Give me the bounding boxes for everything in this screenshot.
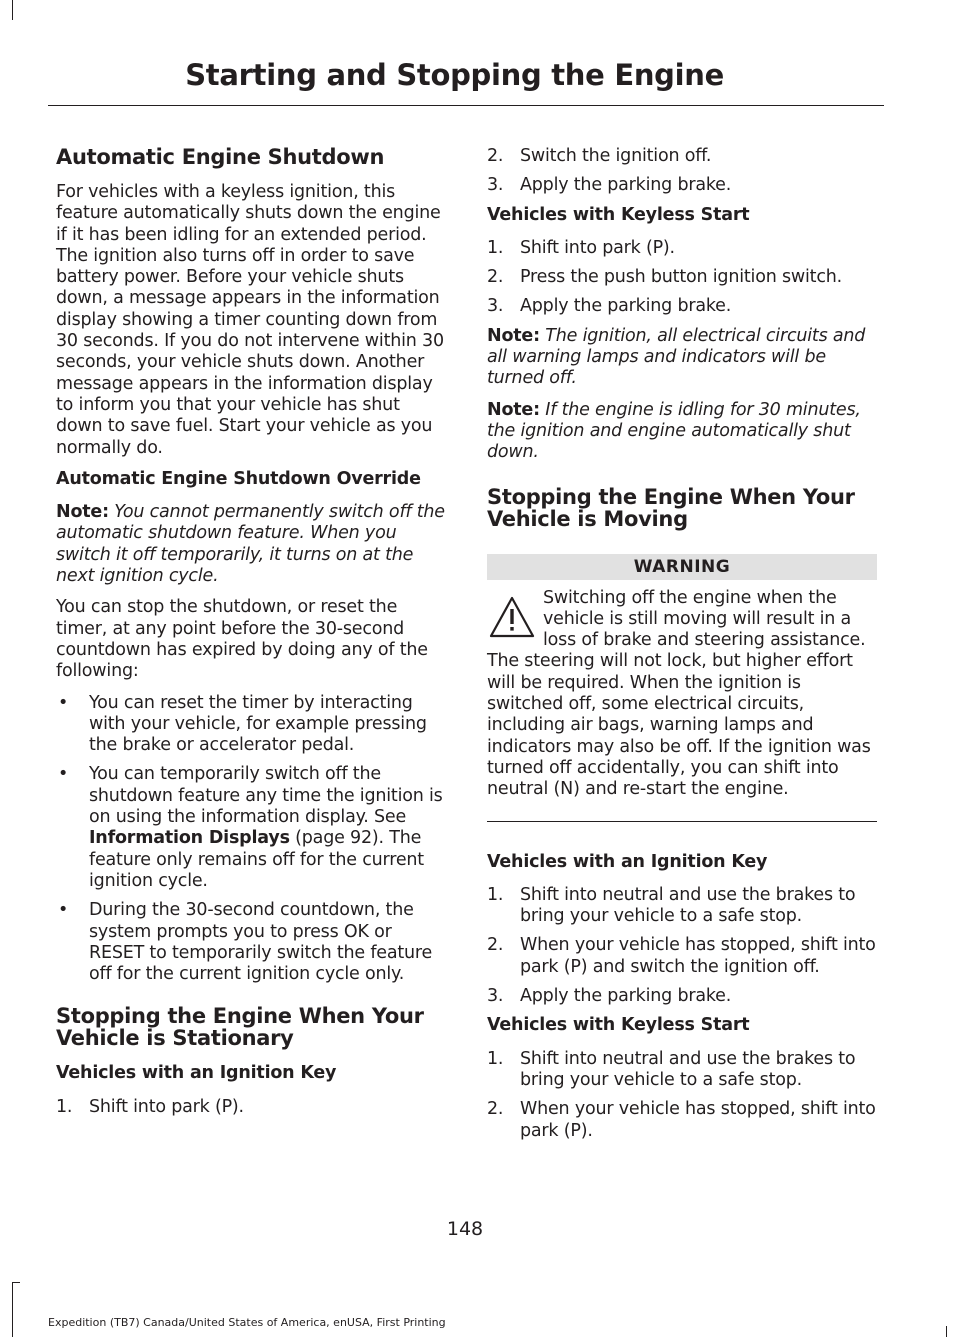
page-reference: (page 92). bbox=[289, 828, 384, 849]
note-label: Note: bbox=[487, 399, 540, 420]
heading-shutdown-override: Automatic Engine Shutdown Override bbox=[56, 468, 421, 489]
bullet-marker: • bbox=[58, 692, 69, 713]
list-item bbox=[487, 296, 877, 317]
heading-stopping-moving: Stopping the Engine When Your Vehicle is Moving bbox=[487, 484, 855, 531]
heading-keyless-start: Vehicles with Keyless Start bbox=[487, 204, 750, 225]
warning-label: WARNING bbox=[487, 554, 877, 580]
list-item-text: During the 30-second countdown, the system prompts you to press OK or RESET to temporarily switch the feature off for the current ignition cycle only. bbox=[89, 900, 433, 985]
crop-mark bbox=[12, 0, 13, 20]
list-item-text: Press the push button ignition switch. bbox=[520, 267, 842, 288]
left-column bbox=[56, 146, 446, 1126]
list-item-text: Shift into neutral and use the brakes to bring your vehicle to a safe stop. bbox=[520, 884, 856, 927]
note-text: You cannot permanently switch off the automatic shutdown feature. When you switch it off temporarily, it turns on at the next ignition cycle. bbox=[56, 502, 445, 587]
list-item bbox=[487, 1099, 877, 1142]
numbered-list bbox=[487, 885, 877, 1007]
step-number: 2. bbox=[487, 146, 504, 166]
step-number: 1. bbox=[487, 884, 504, 905]
list-item-text: Shift into park (P). bbox=[520, 237, 675, 258]
heading-ignition-key: Vehicles with an Ignition Key bbox=[487, 851, 768, 872]
paragraph-auto-shutdown: For vehicles with a keyless ignition, this feature automatically shuts down the engine if it has been idling for an extended period. The ignition also turns off in order to save battery power. Before your vehicle shuts down, a message appears in the information display showing a timer counting down from 30 seconds. If you do not intervene within 30 seconds, your vehicle shuts down. Another message appears in the information display to inform you that your vehicle has shut down to save fuel. Start your vehicle as you normally do. bbox=[56, 182, 444, 458]
list-item-text: The feature only remains off for the current ignition cycle. bbox=[89, 828, 424, 891]
warning-box bbox=[487, 554, 877, 822]
list-item-text: Apply the parking brake. bbox=[520, 986, 732, 1007]
bullet-marker: • bbox=[58, 900, 69, 921]
numbered-list bbox=[487, 1049, 877, 1142]
list-item bbox=[56, 1097, 446, 1118]
note-idling bbox=[487, 400, 877, 464]
list-item bbox=[487, 267, 877, 288]
list-item bbox=[487, 986, 877, 1007]
list-item-text: You can temporarily switch off the shutdown feature any time the ignition is on using the information display. See bbox=[89, 764, 443, 828]
step-number: 2. bbox=[487, 935, 504, 956]
numbered-list bbox=[487, 238, 877, 318]
step-number: 3. bbox=[487, 175, 504, 196]
page-title: Starting and Stopping the Engine bbox=[185, 58, 724, 92]
step-number: 2. bbox=[487, 1099, 504, 1120]
step-number: 1. bbox=[487, 237, 504, 258]
list-item bbox=[487, 238, 877, 259]
list-item bbox=[487, 175, 877, 196]
list-item-text: When your vehicle has stopped, shift into park (P). bbox=[520, 1099, 876, 1141]
step-number: 2. bbox=[487, 267, 504, 288]
heading-ignition-key: Vehicles with an Ignition Key bbox=[56, 1063, 337, 1084]
step-number: 1. bbox=[487, 1048, 504, 1069]
list-item bbox=[56, 764, 446, 892]
step-number: 3. bbox=[487, 296, 504, 317]
paragraph-stop-shutdown: You can stop the shutdown, or reset the timer, at any point before the 30-second countdown has expired by doing any of the following: bbox=[56, 597, 428, 682]
list-item bbox=[487, 146, 877, 167]
heading-stopping-stationary: Stopping the Engine When Your Vehicle is Stationary bbox=[56, 1004, 424, 1051]
list-item bbox=[487, 885, 877, 928]
warning-text: Switching off the engine when the vehicle is still moving will result in a loss of brake and steering assistance. The steering will not lock, but higher effort will be required. When the ignition is switched off, some electrical circuits, including air bags, warning lamps and indicators may also be off. If the ignition was turned off accidentally, you can shift into neutral (N) and re-start the engine. bbox=[487, 587, 871, 800]
step-number: 3. bbox=[487, 986, 504, 1007]
right-column bbox=[487, 146, 877, 1150]
list-item-text: Apply the parking brake. bbox=[520, 175, 732, 196]
heading-automatic-engine-shutdown: Automatic Engine Shutdown bbox=[56, 145, 385, 169]
note-text: The ignition, all electrical circuits and all warning lamps and indicators will be turned off. bbox=[487, 325, 866, 389]
list-item-text: Apply the parking brake. bbox=[520, 296, 732, 317]
crop-mark bbox=[12, 1282, 13, 1337]
note-label: Note: bbox=[487, 325, 540, 346]
bullet-marker: • bbox=[58, 764, 69, 785]
header-divider bbox=[48, 105, 884, 106]
information-displays-link[interactable]: Information Displays bbox=[89, 828, 290, 849]
list-item bbox=[487, 935, 877, 978]
numbered-list bbox=[56, 1097, 446, 1118]
list-item-text: You can reset the timer by interacting with your vehicle, for example pressing the brake or accelerator pedal. bbox=[89, 692, 427, 756]
list-item bbox=[56, 900, 446, 985]
bullet-list bbox=[56, 693, 446, 986]
list-item-text: When your vehicle has stopped, shift into park (P) and switch the ignition off. bbox=[520, 935, 876, 977]
list-item bbox=[56, 693, 446, 757]
note-override bbox=[56, 502, 446, 587]
warning-triangle-icon bbox=[487, 594, 537, 642]
crop-mark bbox=[12, 1282, 20, 1283]
note-text: If the engine is idling for 30 minutes, the ignition and engine automatically shut down. bbox=[487, 399, 861, 463]
list-item-text: Switch the ignition off. bbox=[520, 146, 712, 166]
step-number: 1. bbox=[56, 1096, 73, 1117]
crop-mark bbox=[946, 1326, 947, 1337]
numbered-list bbox=[487, 146, 877, 197]
note-label: Note: bbox=[56, 502, 109, 523]
list-item-text: Shift into park (P). bbox=[89, 1096, 244, 1117]
footer-text: Expedition (TB7) Canada/United States of America, enUSA, First Printing bbox=[48, 1316, 446, 1329]
heading-keyless-start: Vehicles with Keyless Start bbox=[487, 1015, 750, 1036]
list-item-text: Shift into neutral and use the brakes to bring your vehicle to a safe stop. bbox=[520, 1048, 856, 1090]
list-item bbox=[487, 1049, 877, 1092]
page-number: 148 bbox=[446, 1218, 484, 1240]
note-ignition-off bbox=[487, 326, 877, 390]
